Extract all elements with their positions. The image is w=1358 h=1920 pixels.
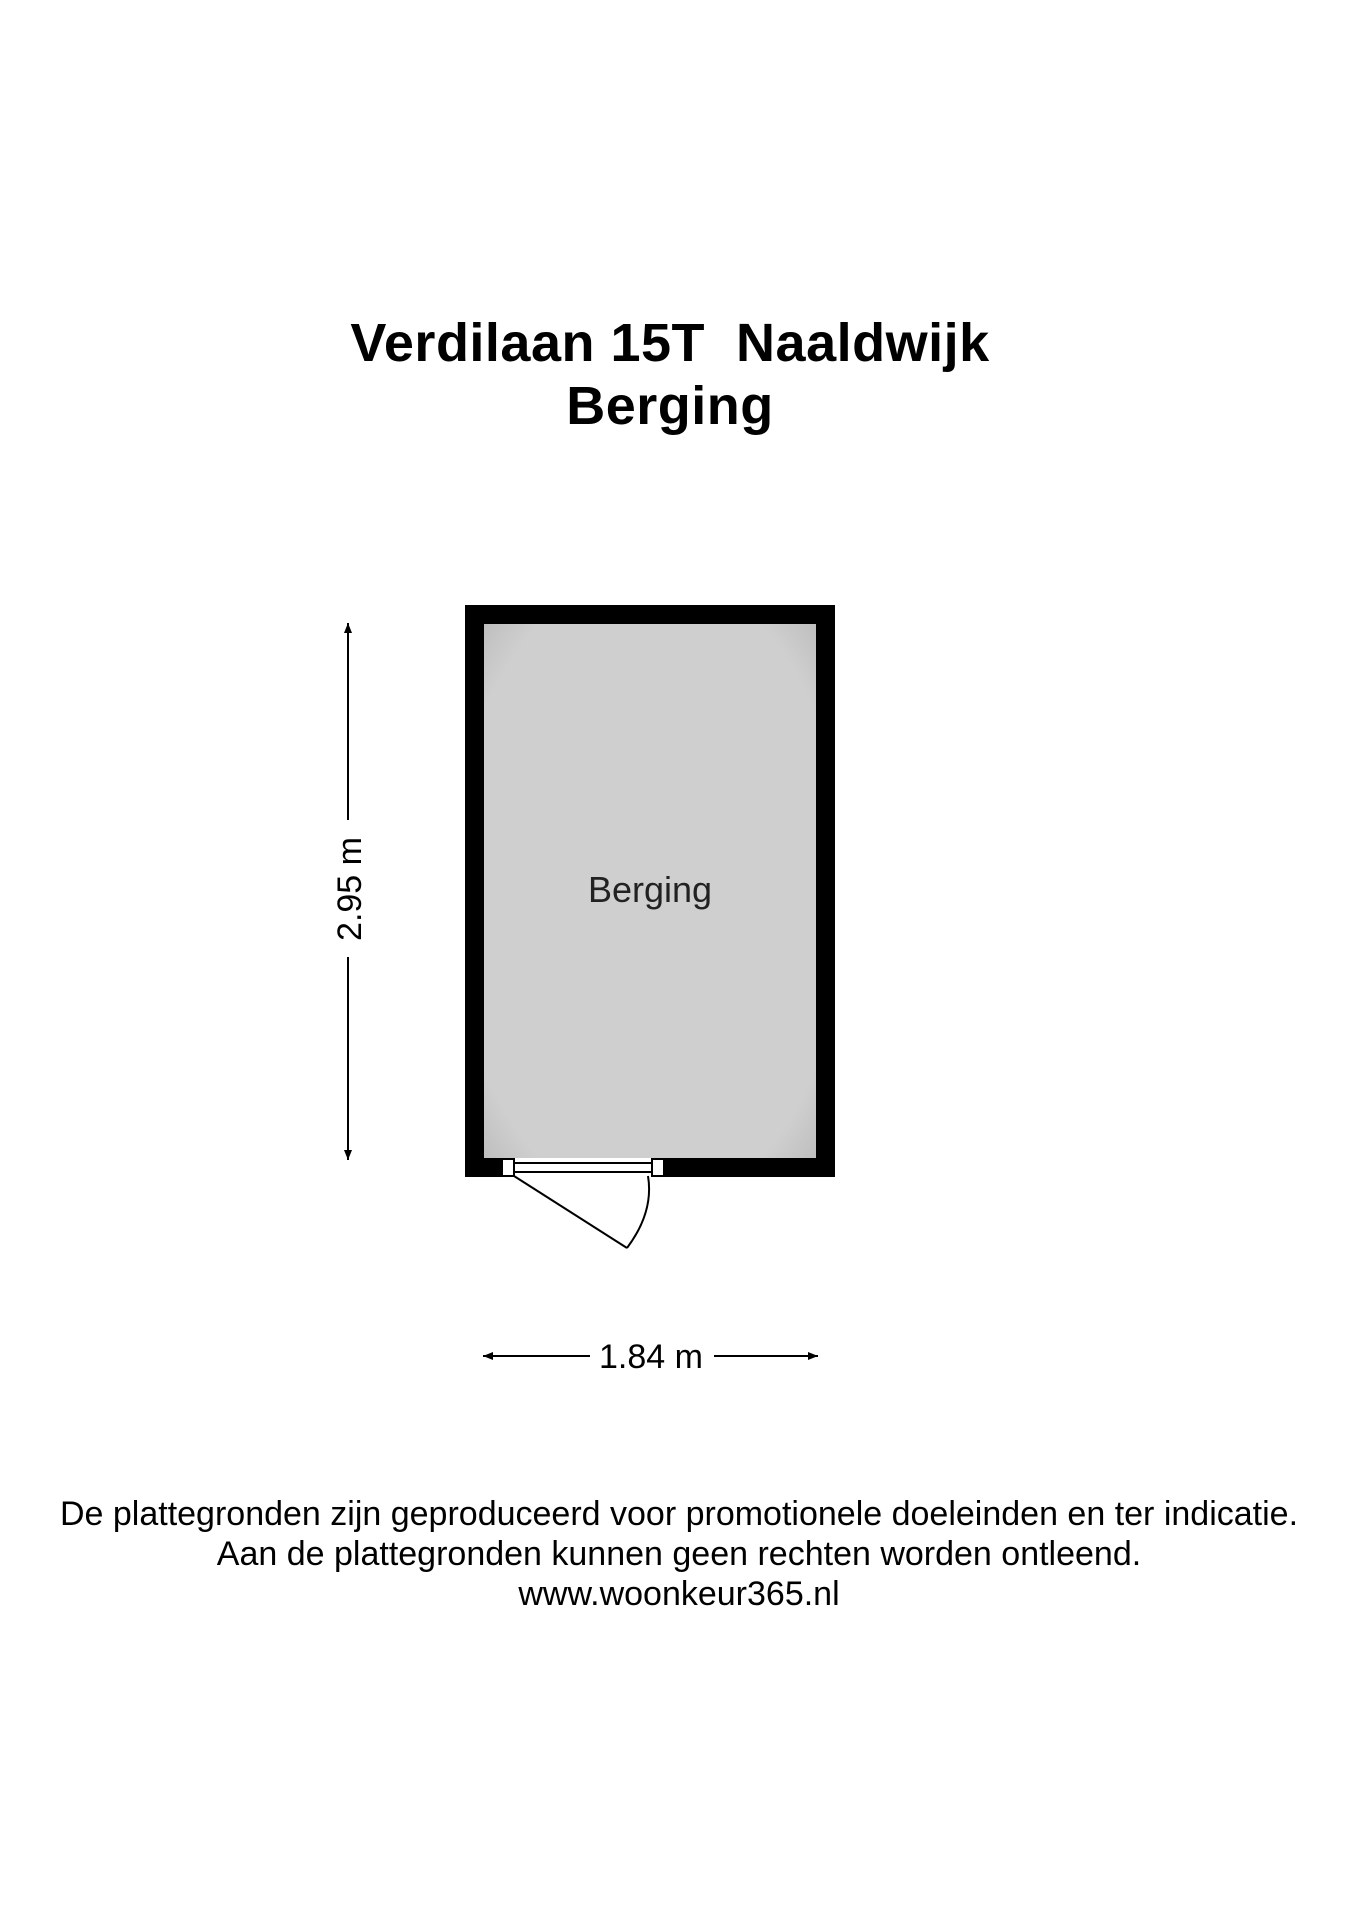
door-leaf — [514, 1176, 627, 1248]
width-dimension-label: 1.84 m — [599, 1338, 703, 1376]
floor-title: Berging — [566, 376, 774, 436]
door-jamb-right — [652, 1159, 664, 1176]
page-title: Verdilaan 15T Naaldwijk — [350, 313, 990, 373]
website-link[interactable]: www.woonkeur365.nl — [518, 1575, 840, 1613]
door-jamb-left — [502, 1159, 514, 1176]
door-opening — [502, 1158, 664, 1177]
door-swing-arc — [627, 1176, 649, 1248]
disclaimer-line-1: De plattegronden zijn geproduceerd voor promotionele doeleinden en ter indicatie. — [59, 1495, 1299, 1533]
room-label: Berging — [587, 869, 713, 910]
disclaimer-line-2: Aan de plattegronden kunnen geen rechten worden ontleend. — [216, 1535, 1142, 1573]
height-dimension-label: 2.95 m — [331, 837, 369, 941]
